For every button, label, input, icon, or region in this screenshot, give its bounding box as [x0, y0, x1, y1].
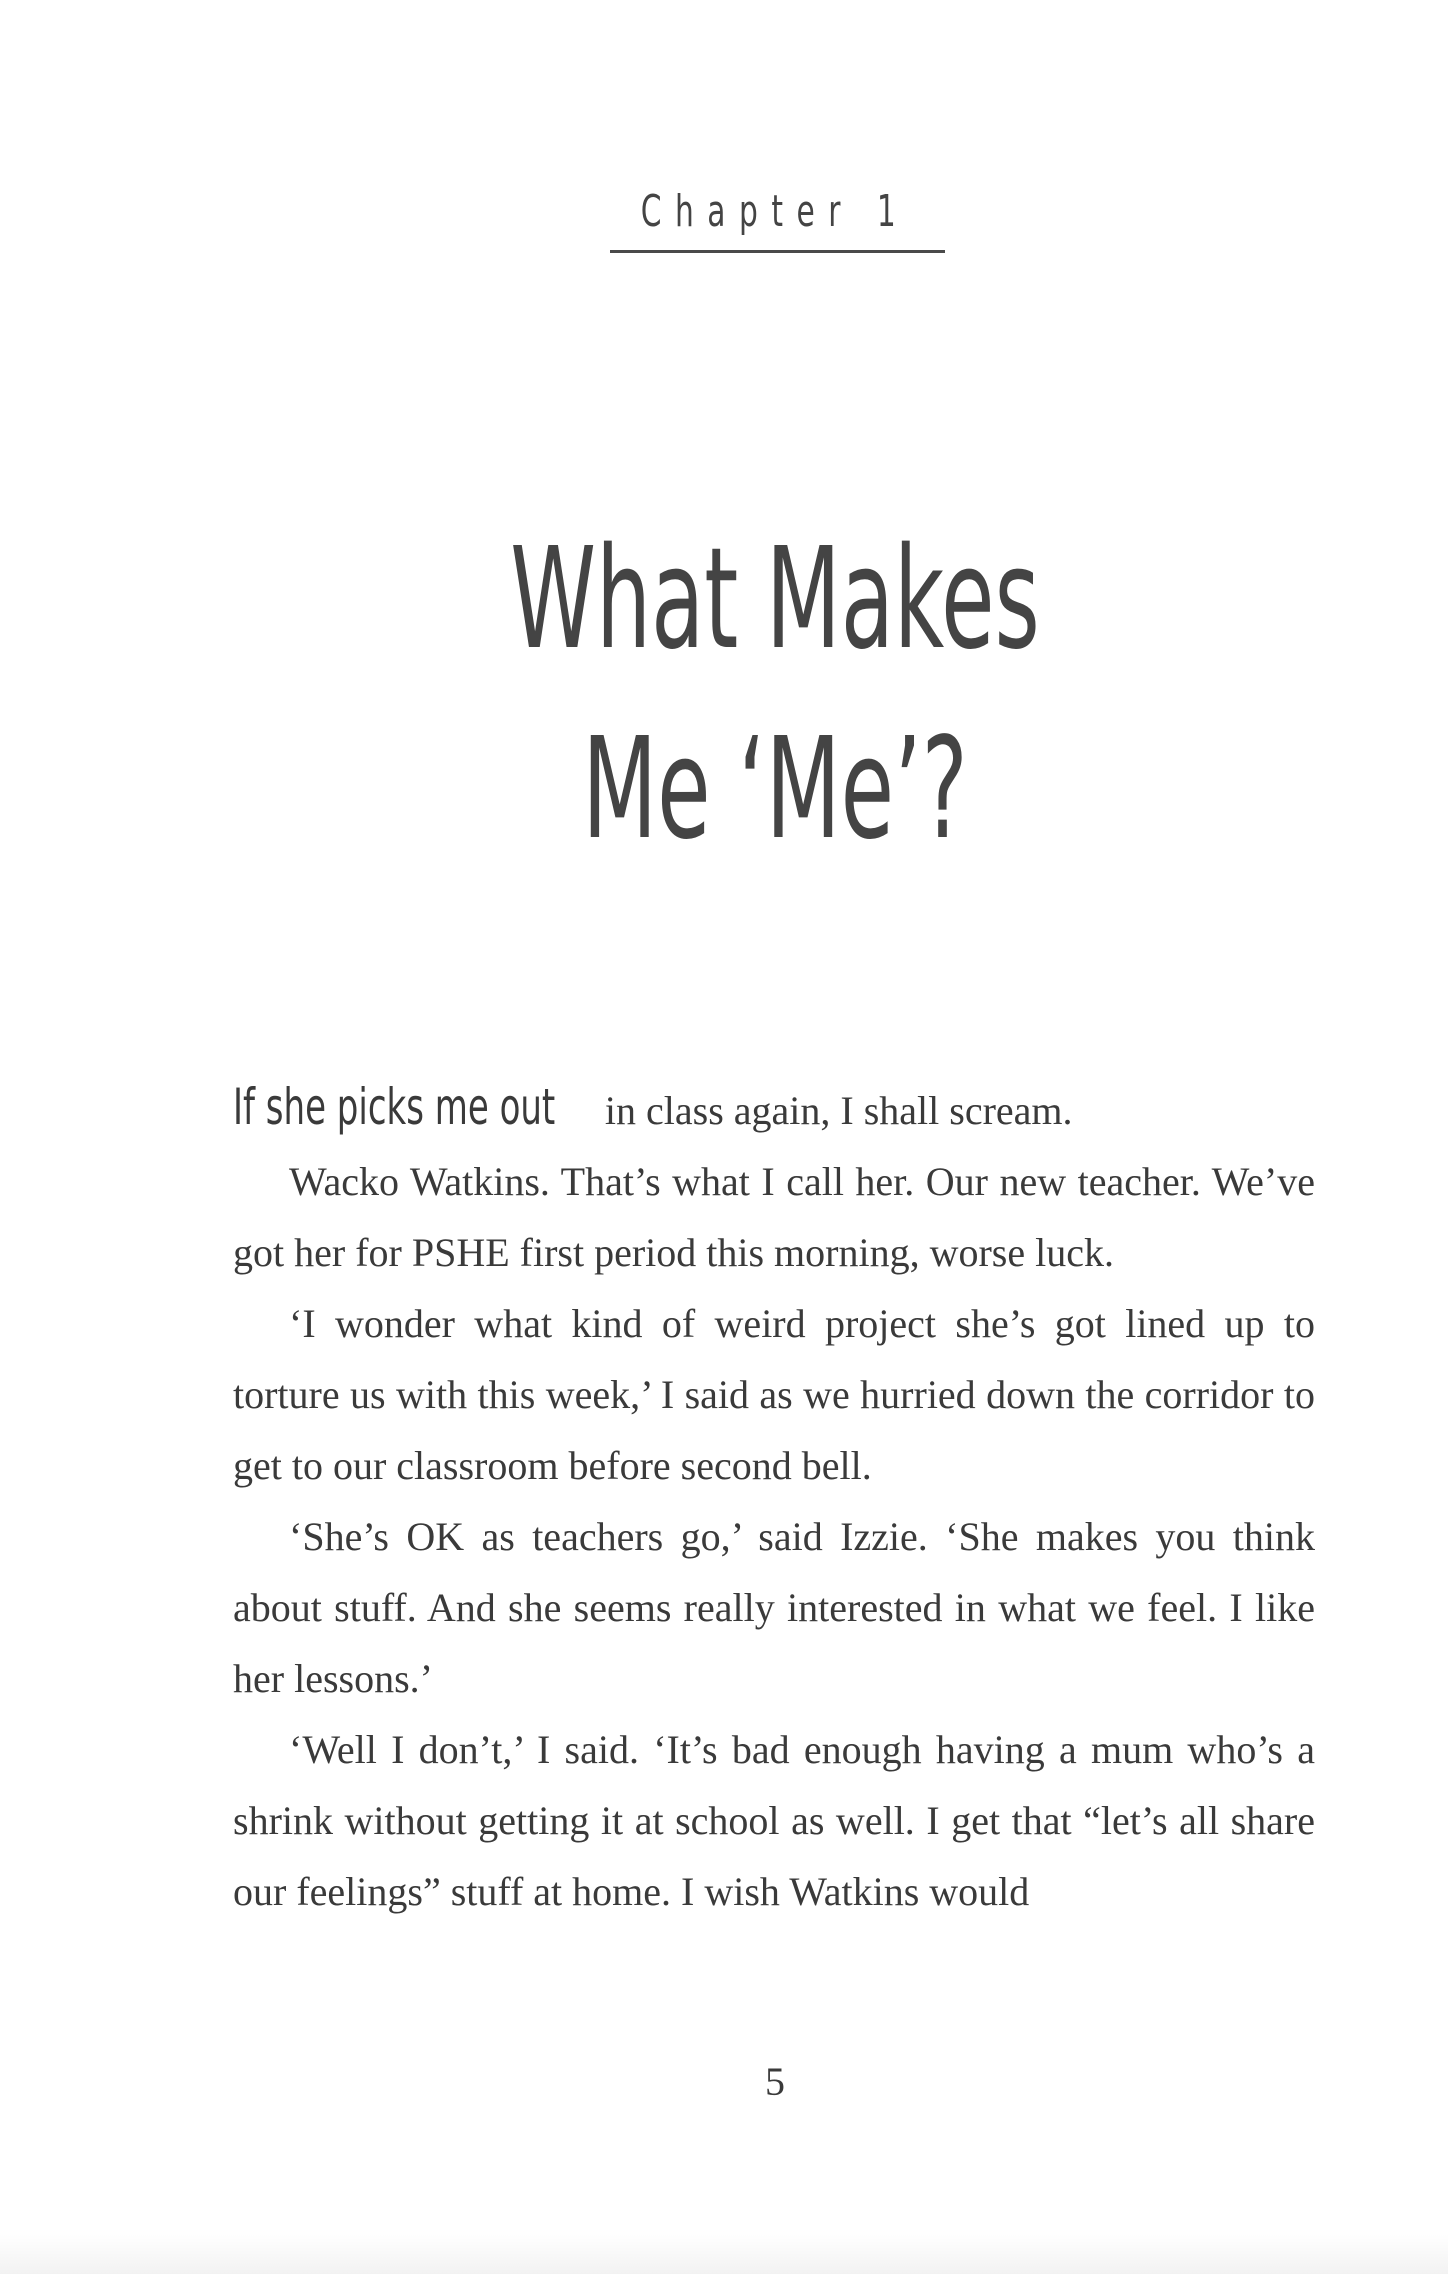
- paragraph: Wacko Watkins. That’s what I call her. Our new teacher. We’ve got her for PSHE first period this morning, worse luck.: [233, 1159, 1315, 1275]
- body-text: [233, 1072, 1315, 1927]
- paragraph-text: in class again, I shall scream.: [594, 1088, 1073, 1133]
- paragraph: ‘I wonder what kind of weird project she’s got lined up to torture us with this week,’ I said as we hurried down the corridor to get to our classroom before second bell.: [233, 1301, 1315, 1488]
- chapter-label: Chapter 1: [640, 186, 910, 237]
- chapter-underline: [610, 250, 945, 253]
- paragraph: ‘She’s OK as teachers go,’ said Izzie. ‘She makes you think about stuff. And she seems really interested in what we feel. I like her lessons.’: [233, 1514, 1315, 1701]
- chapter-title: [0, 505, 1448, 885]
- chapter-title-line-2: Me ‘Me’?: [582, 708, 968, 871]
- paragraph: ‘Well I don’t,’ I said. ‘It’s bad enough having a mum who’s a shrink without getting it at school as well. I get that “let’s all share our feelings” stuff at home. I wish Watkins would: [233, 1727, 1315, 1914]
- page-number: 5: [765, 2059, 785, 2104]
- lead-in-text: If she picks me out: [233, 1078, 556, 1136]
- chapter-title-line-1: What Makes: [510, 518, 1040, 681]
- paragraph: [233, 1072, 1315, 1146]
- scan-shade: [0, 2234, 1448, 2274]
